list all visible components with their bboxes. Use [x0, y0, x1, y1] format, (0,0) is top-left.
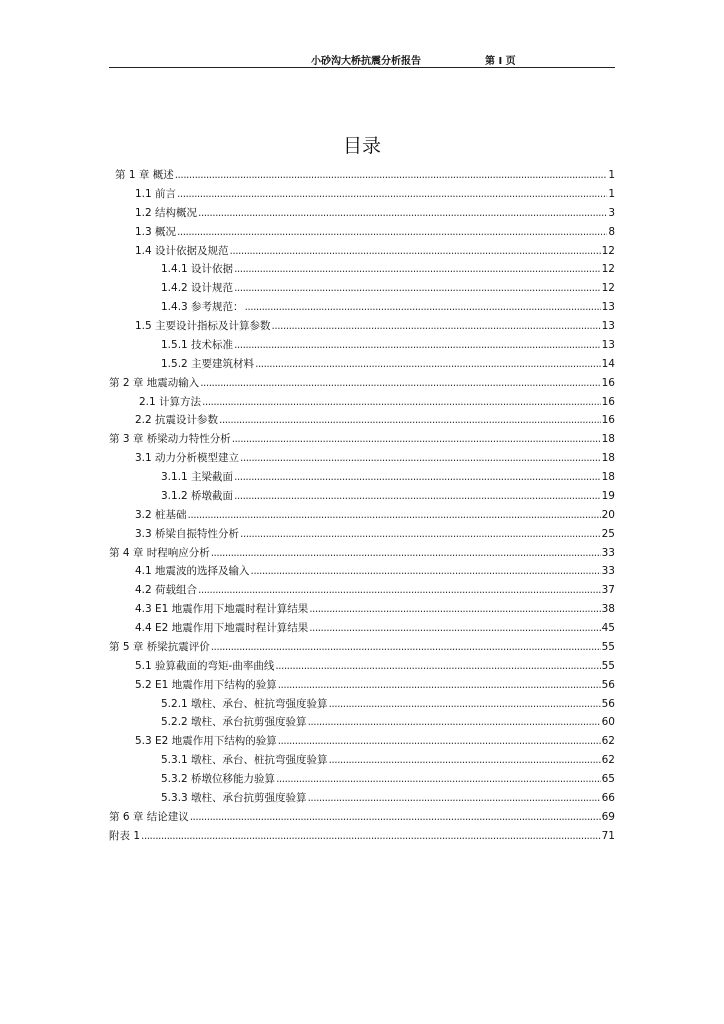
toc-entry-label: 5.1 验算截面的弯矩-曲率曲线	[135, 659, 275, 672]
toc-leader-dots	[272, 320, 601, 332]
toc-entry-label: 1.5.1 技术标准	[161, 338, 234, 351]
toc-entry[interactable]	[109, 620, 615, 639]
toc-entry-label: 第 4 章 时程响应分析	[109, 546, 210, 559]
toc-entry[interactable]	[109, 412, 615, 431]
toc-leader-dots	[200, 377, 600, 389]
toc-entry[interactable]	[109, 205, 615, 224]
toc-entry-label: 1.2 结构概况	[135, 206, 198, 219]
toc-entry-label: 3.1 动力分析模型建立	[135, 452, 240, 465]
toc-entry-page: 12	[601, 263, 615, 276]
toc-entry-page: 18	[601, 471, 615, 483]
toc-entry-page: 62	[601, 735, 615, 748]
toc-entry-page: 13	[601, 338, 615, 351]
toc-leader-dots	[211, 547, 601, 559]
toc-entry[interactable]	[109, 280, 615, 299]
toc-entry[interactable]	[109, 507, 615, 526]
table-of-contents	[109, 167, 615, 847]
toc-leader-dots	[234, 339, 601, 351]
toc-entry-label: 1.4 设计依据及规范	[135, 244, 229, 257]
toc-entry[interactable]	[109, 356, 615, 375]
page-header	[109, 52, 615, 68]
toc-entry-page: 3	[608, 206, 615, 219]
toc-entry-page: 18	[601, 452, 615, 465]
toc-entry-page: 20	[601, 508, 615, 521]
toc-entry-page: 69	[601, 810, 615, 823]
toc-entry-page: 56	[601, 678, 615, 691]
toc-entry[interactable]	[109, 337, 615, 356]
toc-leader-dots	[240, 528, 601, 540]
toc-entry-page: 38	[601, 603, 615, 616]
toc-entry-label: 4.1 地震波的选择及输入	[135, 565, 250, 578]
toc-entry[interactable]	[109, 677, 615, 696]
toc-entry-label: 5.2 E1 地震作用下结构的验算	[135, 678, 277, 691]
toc-entry[interactable]	[109, 186, 615, 205]
toc-leader-dots	[275, 660, 600, 672]
toc-entry[interactable]	[109, 243, 615, 262]
toc-entry-label: 3.1.1 主梁截面	[161, 471, 234, 483]
toc-leader-dots	[177, 226, 607, 238]
toc-entry-page: 25	[601, 527, 615, 540]
toc-leader-dots	[329, 698, 601, 710]
toc-entry-label: 3.1.2 桥墩截面	[161, 489, 234, 502]
toc-entry-page: 37	[601, 584, 615, 597]
toc-entry-label: 1.4.1 设计依据	[161, 263, 234, 276]
toc-leader-dots	[251, 565, 601, 577]
toc-entry[interactable]	[109, 167, 615, 186]
toc-entry-label: 5.3 E2 地震作用下结构的验算	[135, 735, 277, 748]
toc-entry[interactable]	[109, 696, 615, 715]
toc-entry[interactable]	[109, 714, 615, 733]
toc-leader-dots	[198, 584, 601, 596]
header-title: 小砂沟大桥抗震分析报告	[311, 56, 421, 67]
toc-entry-label: 5.3.2 桥墩位移能力验算	[161, 773, 276, 785]
toc-leader-dots	[308, 792, 601, 804]
header-page-number: 第 I 页	[485, 56, 516, 67]
toc-entry[interactable]	[109, 394, 615, 413]
toc-leader-dots	[190, 811, 601, 823]
toc-entry-label: 1.1 前言	[135, 187, 177, 200]
toc-entry-label: 3.3 桥梁自振特性分析	[135, 527, 240, 540]
toc-entry-page: 1	[608, 187, 615, 200]
toc-entry-page: 13	[601, 301, 615, 314]
toc-leader-dots	[234, 490, 601, 502]
toc-leader-dots	[211, 641, 601, 653]
toc-leader-dots	[232, 433, 601, 445]
toc-entry[interactable]	[109, 431, 615, 450]
toc-leader-dots	[278, 735, 601, 747]
toc-leader-dots	[309, 603, 600, 615]
toc-entry-page: 66	[601, 791, 615, 804]
toc-leader-dots	[234, 471, 601, 483]
toc-entry[interactable]	[109, 545, 615, 564]
toc-entry-label: 4.4 E2 地震作用下地震时程计算结果	[135, 622, 309, 634]
toc-entry[interactable]	[109, 224, 615, 243]
toc-leader-dots	[202, 396, 601, 408]
toc-entry-page: 33	[601, 546, 615, 559]
toc-leader-dots	[188, 509, 601, 521]
toc-entry-page: 12	[601, 244, 615, 257]
toc-leader-dots	[329, 754, 601, 766]
toc-entry[interactable]	[109, 771, 615, 790]
toc-leader-dots	[177, 188, 607, 200]
toc-leader-dots	[230, 245, 601, 257]
toc-leader-dots	[219, 414, 601, 426]
toc-entry-label: 第 5 章 桥梁抗震评价	[109, 640, 210, 653]
toc-entry-page: 1	[608, 169, 615, 181]
toc-entry-page: 13	[601, 320, 615, 332]
toc-entry[interactable]	[109, 658, 615, 677]
toc-entry-page: 16	[601, 395, 615, 408]
toc-entry-page: 16	[601, 376, 615, 389]
toc-entry-label: 4.3 E1 地震作用下地震时程计算结果	[135, 603, 309, 616]
toc-entry-label: 1.5 主要设计指标及计算参数	[135, 320, 271, 332]
toc-entry[interactable]	[109, 752, 615, 771]
toc-entry-label: 1.4.2 设计规范	[161, 282, 234, 295]
toc-entry[interactable]	[109, 526, 615, 545]
toc-entry-label: 1.4.3 参考规范：	[161, 301, 244, 314]
toc-entry[interactable]	[109, 563, 615, 582]
toc-entry-page: 60	[601, 716, 615, 729]
toc-entry-label: 附表 1	[109, 829, 141, 842]
toc-leader-dots	[308, 716, 601, 728]
toc-entry-label: 1.5.2 主要建筑材料	[161, 357, 255, 370]
toc-entry-page: 62	[601, 754, 615, 767]
toc-entry-label: 3.2 桩基础	[135, 508, 187, 521]
toc-leader-dots	[240, 452, 601, 464]
toc-entry-label: 第 2 章 地震动输入	[109, 376, 200, 389]
toc-entry-label: 第 3 章 桥梁动力特性分析	[109, 433, 231, 446]
toc-entry-label: 第 1 章 概述	[115, 169, 174, 181]
toc-entry-label: 2.2 抗震设计参数	[135, 414, 219, 427]
toc-leader-dots	[198, 207, 607, 219]
toc-entry-label: 5.3.3 墩柱、承台抗剪强度验算	[161, 791, 307, 804]
toc-entry-page: 56	[601, 697, 615, 710]
toc-entry[interactable]	[109, 809, 615, 828]
toc-leader-dots	[234, 263, 601, 275]
toc-entry[interactable]	[109, 488, 615, 507]
toc-entry-page: 16	[601, 414, 615, 427]
toc-entry-label: 5.2.1 墩柱、承台、桩抗弯强度验算	[161, 697, 328, 710]
toc-entry[interactable]	[109, 601, 615, 620]
toc-leader-dots	[278, 679, 601, 691]
toc-title: 目录	[342, 135, 381, 157]
toc-entry[interactable]	[109, 375, 615, 394]
toc-entry-page: 71	[601, 829, 615, 842]
toc-entry-label: 5.2.2 墩柱、承台抗剪强度验算	[161, 716, 307, 729]
toc-entry-page: 14	[601, 357, 615, 370]
toc-entry-page: 55	[601, 640, 615, 653]
toc-leader-dots	[245, 301, 601, 313]
toc-entry-page: 12	[601, 282, 615, 295]
toc-leader-dots	[175, 169, 608, 181]
toc-entry-page: 33	[601, 565, 615, 578]
toc-entry[interactable]	[109, 299, 615, 318]
toc-entry-page: 8	[608, 225, 615, 238]
toc-leader-dots	[141, 830, 601, 842]
toc-entry[interactable]	[109, 318, 615, 337]
toc-entry-page: 45	[601, 622, 615, 634]
toc-leader-dots	[234, 282, 601, 294]
toc-entry-page: 19	[601, 489, 615, 502]
toc-entry[interactable]	[109, 582, 615, 601]
toc-entry[interactable]	[109, 469, 615, 488]
toc-leader-dots	[276, 773, 601, 785]
toc-entry-page: 18	[601, 433, 615, 446]
toc-entry-label: 第 6 章 结论建议	[109, 810, 189, 823]
toc-leader-dots	[255, 358, 601, 370]
toc-entry-label: 4.2 荷载组合	[135, 584, 198, 597]
toc-entry[interactable]	[109, 790, 615, 809]
toc-entry[interactable]	[109, 261, 615, 280]
toc-entry-label: 5.3.1 墩柱、承台、桩抗弯强度验算	[161, 754, 328, 767]
toc-entry-label: 1.3 概况	[135, 225, 177, 238]
toc-entry[interactable]	[109, 450, 615, 469]
toc-leader-dots	[309, 622, 600, 634]
toc-entry[interactable]	[109, 828, 615, 847]
toc-entry-page: 55	[601, 659, 615, 672]
toc-entry[interactable]	[109, 639, 615, 658]
toc-entry-page: 65	[601, 773, 615, 785]
toc-entry-label: 2.1 计算方法	[139, 395, 202, 408]
toc-entry[interactable]	[109, 733, 615, 752]
